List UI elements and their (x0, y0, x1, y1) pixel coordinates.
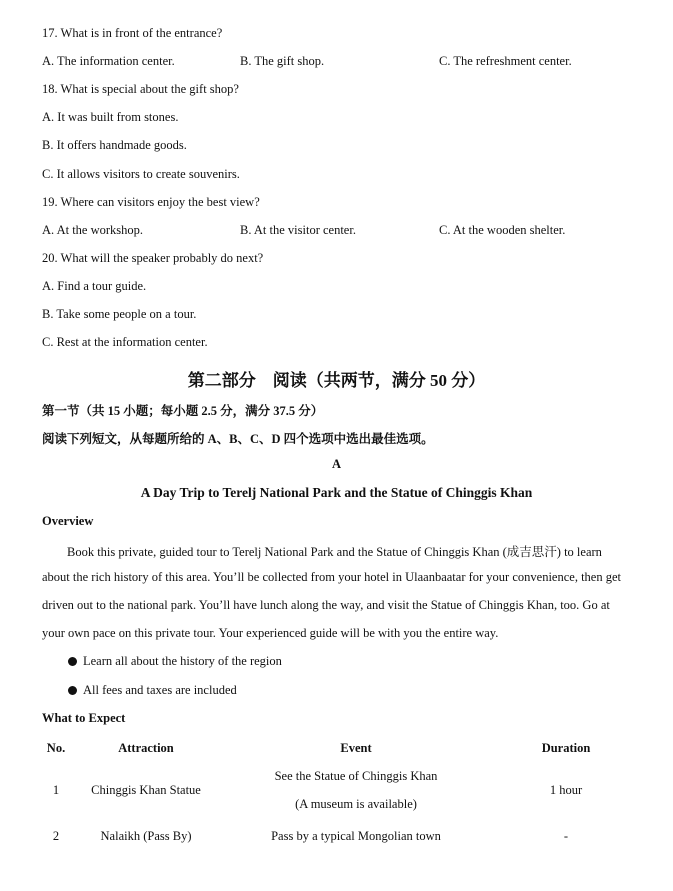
question-19-option-b: B. At the visitor center. (240, 223, 356, 237)
header-duration: Duration (541, 740, 591, 755)
bullet-icon (68, 686, 77, 695)
question-18-option-b: B. It offers handmade goods. (42, 138, 187, 152)
row-event: Pass by a typical Mongolian town (271, 828, 441, 843)
row-event-line: (A museum is available) (295, 797, 417, 811)
table-row (36, 821, 636, 851)
question-19-option-c: C. At the wooden shelter. (439, 223, 566, 237)
row-no: 1 (52, 782, 60, 797)
row-attraction: Nalaikh (Pass By) (100, 828, 192, 843)
question-17-stem: 17. What is in front of the entrance? (42, 26, 223, 40)
question-18-option-c: C. It allows visitors to create souvenirs. (42, 167, 240, 181)
overview-line-3: driven out to the national park. You’ll have lunch along the way, and visit the Statue of Chinggis Khan, too. Go at (42, 598, 610, 612)
overview-line-2: about the rich history of this area. You’ll be collected from your hotel in Ulaanbaatar for your convenience, then get (42, 570, 621, 584)
instruction: 阅读下列短文，从每题所给的 A、B、C、D 四个选项中选出最佳选项。 (42, 432, 434, 446)
schedule-table (36, 737, 636, 851)
bullet-item-1 (68, 654, 282, 669)
row-attraction: Chinggis Khan Statue (91, 782, 201, 797)
row-duration: 1 hour (549, 782, 583, 797)
passage-letter: A (331, 457, 342, 471)
question-20-option-c: C. Rest at the information center. (42, 335, 208, 349)
question-18-option-a: A. It was built from stones. (42, 110, 179, 124)
row-no: 2 (52, 828, 60, 843)
question-17-option-a: A. The information center. (42, 54, 175, 68)
row-duration: - (563, 828, 569, 843)
section-heading: 第一节（共 15 小题；每小题 2.5 分，满分 37.5 分） (42, 404, 324, 418)
header-attraction: Attraction (118, 740, 174, 755)
bullet-text: All fees and taxes are included (83, 683, 237, 697)
header-no: No. (46, 740, 66, 755)
question-18-stem: 18. What is special about the gift shop? (42, 82, 239, 96)
overview-heading: Overview (42, 514, 94, 528)
question-20-option-a: A. Find a tour guide. (42, 279, 147, 293)
bullet-icon (68, 657, 77, 666)
question-17-option-c: C. The refreshment center. (439, 54, 572, 68)
overview-line-4: your own pace on this private tour. Your experienced guide will be with you the entire way. (42, 626, 499, 640)
question-20-option-b: B. Take some people on a tour. (42, 307, 197, 321)
question-19-stem: 19. Where can visitors enjoy the best view? (42, 195, 260, 209)
question-20-stem: 20. What will the speaker probably do next? (42, 251, 264, 265)
bullet-item-2 (68, 683, 237, 698)
overview-line-1: Book this private, guided tour to Terelj National Park and the Statue of Chinggis Khan (成吉思汗) to learn (67, 545, 602, 559)
row-event (216, 759, 496, 821)
question-19-option-a: A. At the workshop. (42, 223, 144, 237)
table-row (36, 759, 636, 821)
bullet-text: Learn all about the history of the region (83, 654, 282, 668)
passage-title: A Day Trip to Terelj National Park and the Statue of Chinggis Khan (140, 485, 533, 500)
header-event: Event (340, 740, 372, 755)
expect-heading: What to Expect (42, 711, 126, 725)
row-event-line: See the Statue of Chinggis Khan (274, 769, 438, 783)
part-title: 第二部分 阅读（共两节，满分 50 分） (187, 371, 486, 390)
question-17-option-b: B. The gift shop. (240, 54, 325, 68)
table-header-row (36, 737, 636, 759)
